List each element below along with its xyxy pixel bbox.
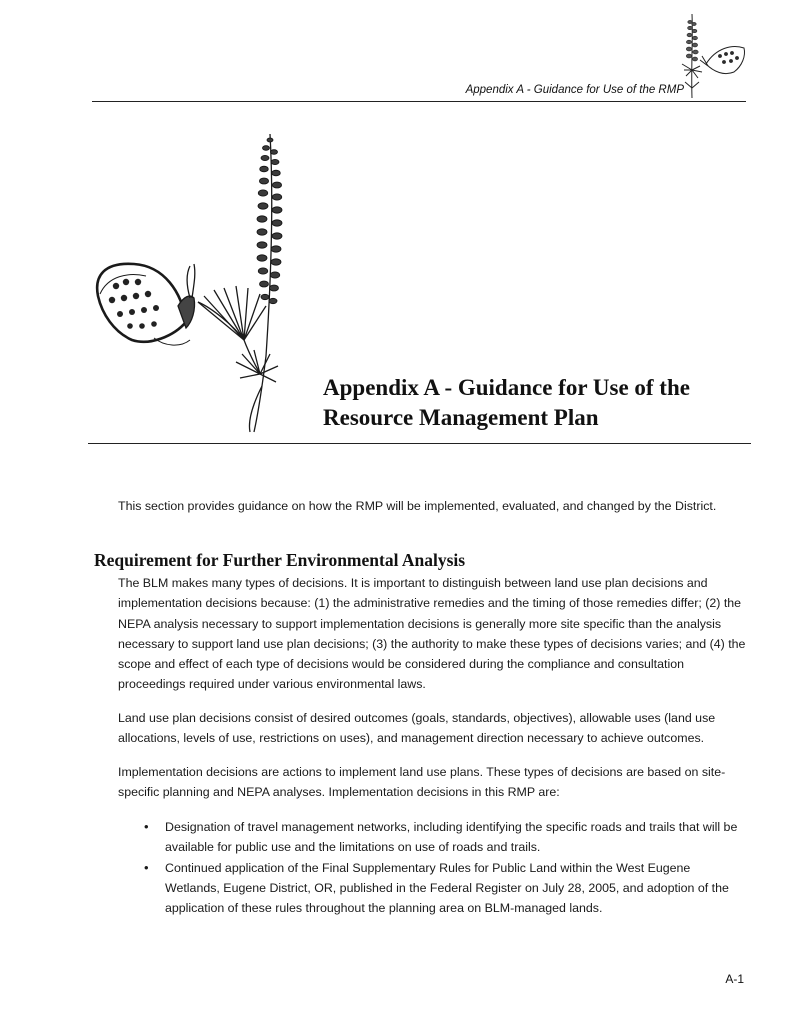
lupine-butterfly-illustration-icon: [94, 126, 314, 436]
running-header: [92, 82, 746, 102]
section-heading: Requirement for Further Environmental Analysis: [94, 550, 466, 570]
section-paragraph-2: Land use plan decisions consist of desired outcomes (goals, standards, objectives), allowable uses (land use allocations, levels of use, restrictions on uses), and management direction necessary to achieve outcomes.: [118, 711, 716, 746]
section-paragraph-1: The BLM makes many types of decisions. It is important to distinguish between land use plan decisions and implementation decisions because: (1) the administrative remedies and the timing of those remedies differ; (2) the NEPA analysis necessary to support implementation decisions is generally more site specific than the analysis necessary to support land use plan decisions; (3) the authority to make these types of decisions varies; and (4) the scope and effect of each type of decisions would be considered during the compliance and consultation proceedings required under various environmental laws.: [118, 576, 746, 692]
title-divider: [88, 443, 751, 444]
running-header-title: Appendix A - Guidance for Use of the RMP: [465, 84, 684, 96]
list-item: • Continued application of the Final Supplementary Rules for Public Land within the West Eugene Wetlands, Eugene District, OR, published in the Federal Register on July 28, 2005, and adoption of the application of these rules throughout the planning area on BLM-managed lands.: [165, 858, 747, 919]
page-title-line-1: Appendix A - Guidance for Use of the: [323, 375, 690, 400]
implementation-decisions-list: [165, 817, 747, 918]
page-number: A-1: [725, 972, 744, 986]
list-item: • Designation of travel management networks, including identifying the specific roads and trails that will be available for public use and the limitations on use of roads and trails.: [165, 817, 747, 858]
intro-paragraph: This section provides guidance on how the RMP will be implemented, evaluated, and changed by the District.: [118, 499, 717, 513]
lupine-butterfly-icon: [676, 8, 748, 100]
page-title: [323, 373, 743, 433]
section-paragraph-3: Implementation decisions are actions to implement land use plans. These types of decisions are based on site-specific planning and NEPA analyses. Implementation decisions in this RMP are:: [118, 765, 726, 800]
page-title-line-2: Resource Management Plan: [323, 405, 599, 430]
